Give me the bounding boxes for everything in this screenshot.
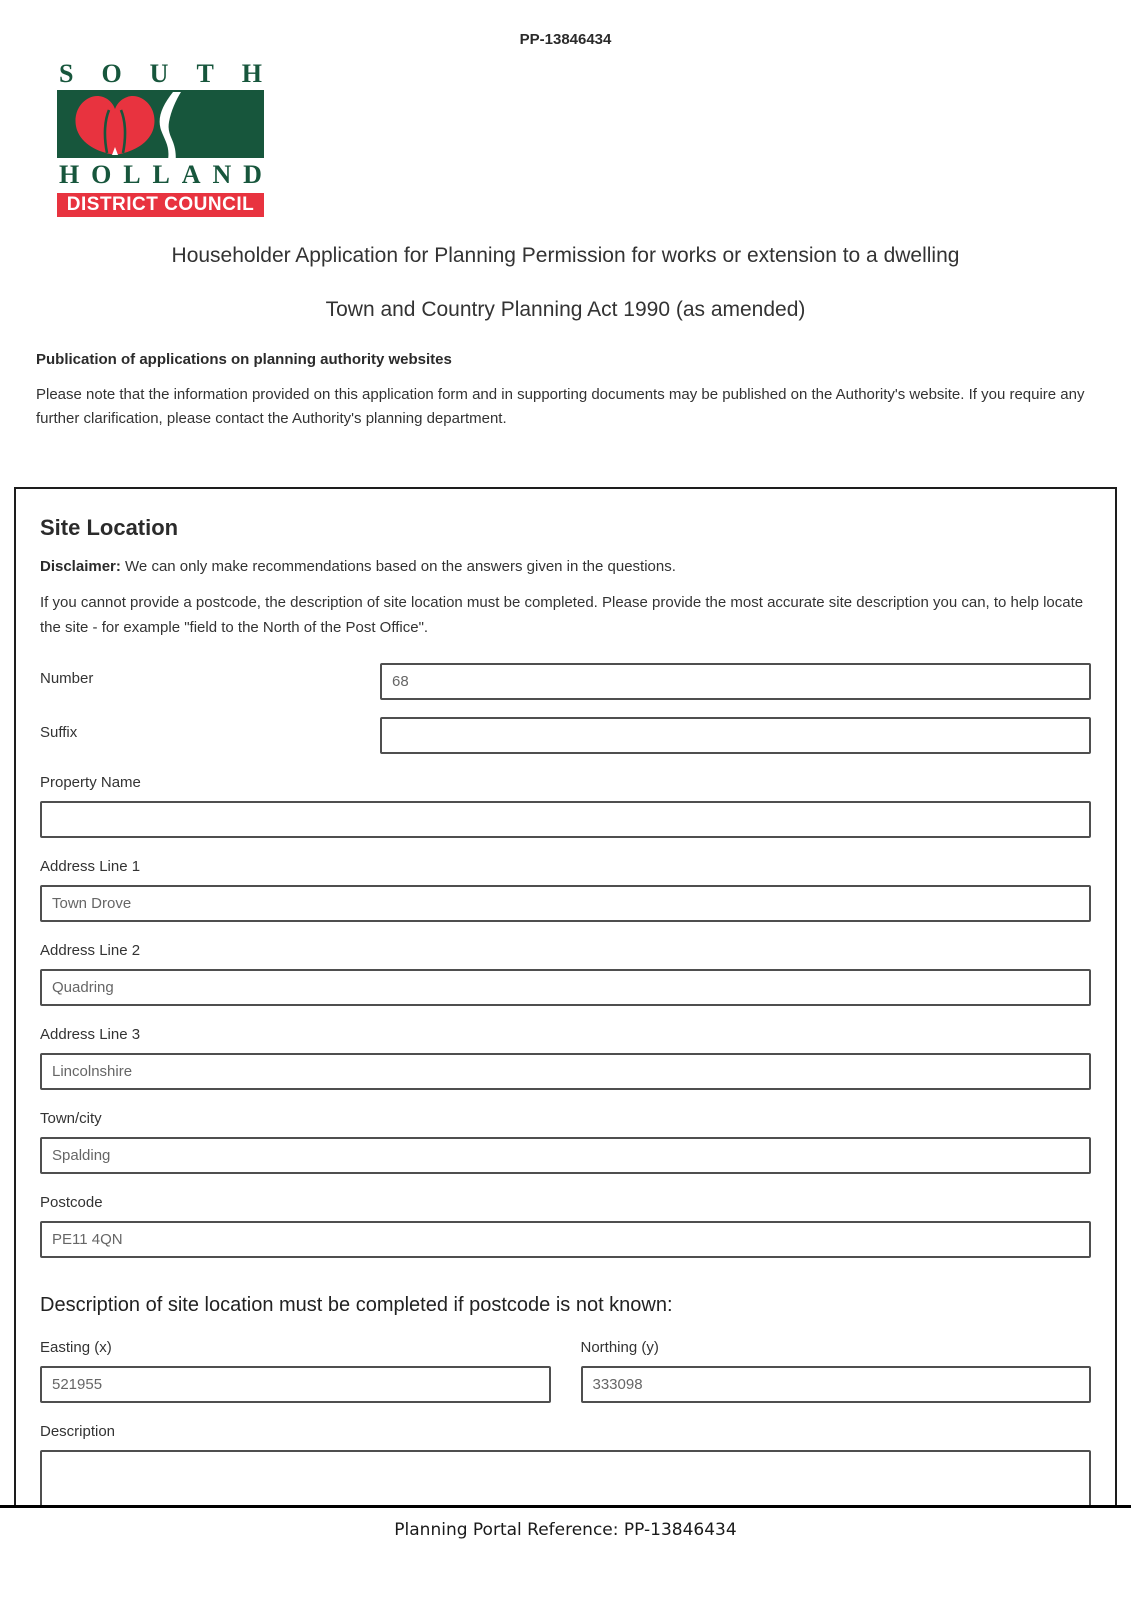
property-name-row bbox=[40, 774, 1091, 838]
address-line-1-input[interactable] bbox=[40, 885, 1091, 922]
publication-note: Please note that the information provided on this application form and in supporting documents may be published on the Authority's website. If you require any further clarification, please contact the Authority's planning department. bbox=[36, 386, 1085, 427]
town-city-input[interactable] bbox=[40, 1137, 1091, 1174]
postcode-label: Postcode bbox=[40, 1194, 103, 1211]
property-name-input[interactable] bbox=[40, 801, 1091, 838]
form-title: Householder Application for Planning Permission for works or extension to a dwelling bbox=[171, 244, 960, 267]
number-input[interactable] bbox=[380, 663, 1091, 700]
town-city-row bbox=[40, 1110, 1091, 1174]
address-line-2-row bbox=[40, 942, 1091, 1006]
logo-word-south: S O U T H bbox=[59, 59, 262, 88]
number-row bbox=[40, 663, 1091, 700]
address-line-1-row bbox=[40, 858, 1091, 922]
description-row bbox=[40, 1423, 1091, 1505]
northing-label: Northing (y) bbox=[580, 1339, 659, 1356]
council-logo bbox=[57, 61, 264, 217]
address-line-2-input[interactable] bbox=[40, 969, 1091, 1006]
description-requirement-heading: Description of site location must be completed if postcode is not known: bbox=[40, 1294, 673, 1316]
postcode-guidance-text: If you cannot provide a postcode, the description of site location must be completed. Please provide the most accurate site description you can, to help locate the site - for example "field to the North of the Post Office". bbox=[40, 594, 1084, 636]
suffix-row bbox=[40, 717, 1091, 754]
publication-heading: Publication of applications on planning authority websites bbox=[36, 351, 452, 368]
address-form bbox=[40, 663, 1091, 1505]
postcode-row bbox=[40, 1194, 1091, 1258]
address-line-1-label: Address Line 1 bbox=[40, 858, 141, 875]
section-title: Site Location bbox=[40, 515, 179, 540]
description-label: Description bbox=[40, 1423, 116, 1440]
disclaimer-body: We can only make recommendations based on the answers given in the questions. bbox=[120, 558, 676, 575]
coordinates-row bbox=[40, 1339, 1091, 1403]
easting-input[interactable] bbox=[40, 1366, 551, 1403]
page-break-divider bbox=[0, 1505, 1131, 1508]
address-line-3-label: Address Line 3 bbox=[40, 1026, 141, 1043]
logo-district-council-banner: DISTRICT COUNCIL bbox=[57, 193, 264, 217]
address-line-3-input[interactable] bbox=[40, 1053, 1091, 1090]
easting-label: Easting (x) bbox=[40, 1339, 112, 1356]
planning-portal-reference: Planning Portal Reference: PP-13846434 bbox=[394, 1520, 737, 1540]
logo-word-holland: H O L L A N D bbox=[59, 160, 262, 189]
address-line-2-label: Address Line 2 bbox=[40, 942, 141, 959]
disclaimer-text bbox=[40, 558, 1091, 575]
application-reference: PP-13846434 bbox=[519, 31, 612, 48]
disclaimer-label: Disclaimer: bbox=[40, 558, 121, 575]
number-label: Number bbox=[40, 670, 94, 687]
northing-field bbox=[581, 1339, 1092, 1403]
suffix-input[interactable] bbox=[380, 717, 1091, 754]
property-name-label: Property Name bbox=[40, 774, 141, 791]
easting-field bbox=[40, 1339, 551, 1403]
address-line-3-row bbox=[40, 1026, 1091, 1090]
town-city-label: Town/city bbox=[40, 1110, 102, 1127]
northing-input[interactable] bbox=[581, 1366, 1092, 1403]
suffix-label: Suffix bbox=[40, 724, 78, 741]
tulip-logo-icon bbox=[57, 90, 264, 158]
postcode-input[interactable] bbox=[40, 1221, 1091, 1258]
description-textarea[interactable] bbox=[40, 1450, 1091, 1505]
form-subtitle: Town and Country Planning Act 1990 (as amended) bbox=[325, 298, 806, 321]
site-location-section bbox=[14, 487, 1117, 1505]
